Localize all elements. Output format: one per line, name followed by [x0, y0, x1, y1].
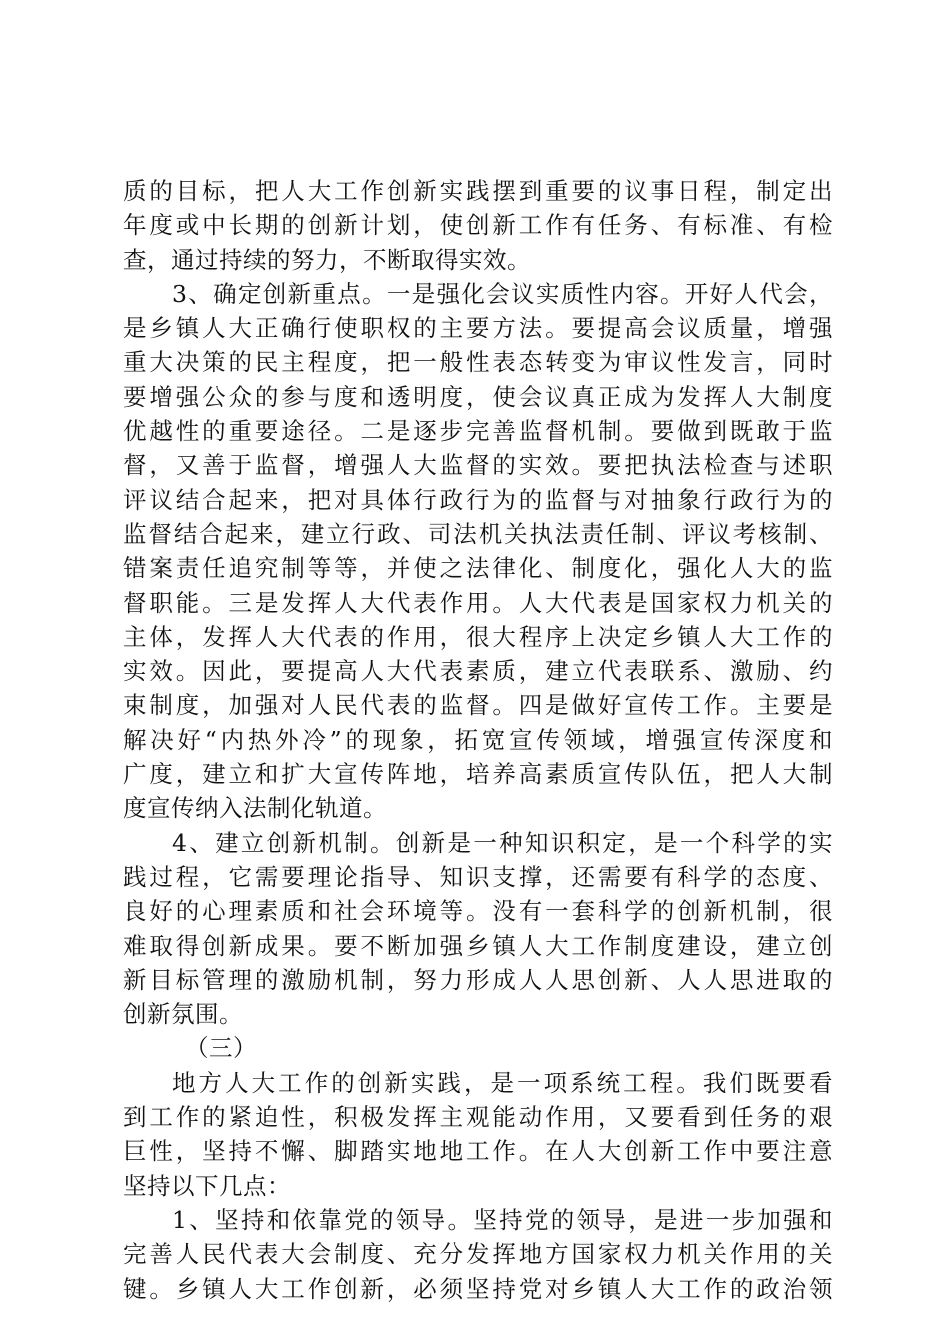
text-line: 到工作的紧迫性，积极发挥主观能动作用，又要看到任务的艰	[123, 1103, 833, 1132]
text-line: 束制度，加强对人民代表的监督。四是做好宣传工作。主要是	[123, 691, 833, 720]
text-line: 重大决策的民主程度，把一般性表态转变为审议性发言，同时	[123, 348, 833, 377]
section-heading: （三）	[185, 1034, 257, 1063]
text-line: 广度，建立和扩大宣传阵地，培养高素质宣传队伍，把人大制	[123, 760, 833, 789]
text-line: 坚持以下几点：	[123, 1171, 291, 1200]
document-body	[123, 174, 833, 1306]
text-line: 监督结合起来，建立行政、司法机关执法责任制、评议考核制、	[123, 519, 833, 548]
text-line: 主体，发挥人大代表的作用，很大程序上决定乡镇人大工作的	[123, 622, 833, 651]
text-line: 良好的心理素质和社会环境等。没有一套科学的创新机制，很	[123, 897, 833, 926]
text-line: 质的目标，把人大工作创新实践摆到重要的议事日程，制定出	[123, 177, 833, 205]
text-line: 是乡镇人大正确行使职权的主要方法。要提高会议质量，增强	[123, 314, 833, 343]
text-line: 完善人民代表大会制度、充分发挥地方国家权力机关作用的关	[123, 1240, 833, 1269]
text-line: 督职能。三是发挥人大代表作用。人大代表是国家权力机关的	[123, 588, 833, 617]
paragraph-start-line: 4、建立创新机制。创新是一种知识积定，是一个科学的实	[172, 828, 833, 857]
paragraph-start-line: 1、坚持和依靠党的领导。坚持党的领导，是进一步加强和	[172, 1205, 833, 1234]
text-line: 要增强公众的参与度和透明度，使会议真正成为发挥人大制度	[123, 382, 833, 411]
text-line: 难取得创新成果。要不断加强乡镇人大工作制度建设，建立创	[123, 931, 833, 960]
text-line: 实效。因此，要提高人大代表素质，建立代表联系、激励、约	[123, 657, 833, 686]
text-line: 度宣传纳入法制化轨道。	[123, 794, 387, 823]
text-line: 创新氛围。	[123, 1000, 243, 1029]
text-line: 新目标管理的激励机制，努力形成人人思创新、人人思进取的	[123, 965, 833, 994]
text-line: 键。乡镇人大工作创新，必须坚持党对乡镇人大工作的政治领	[123, 1274, 833, 1303]
text-line: 解决好“内热外冷”的现象，拓宽宣传领域，增强宣传深度和	[123, 725, 833, 754]
text-line: 评议结合起来，把对具体行政行为的监督与对抽象行政行为的	[123, 485, 833, 514]
paragraph-start-line: 地方人大工作的创新实践，是一项系统工程。我们既要看	[172, 1068, 833, 1097]
text-line: 督，又善于监督，增强人大监督的实效。要把执法检查与述职	[123, 451, 833, 480]
text-line: 查，通过持续的努力，不断取得实效。	[123, 245, 531, 274]
text-line: 践过程，它需要理论指导、知识支撑，还需要有科学的态度、	[123, 862, 833, 891]
paragraph-start-line: 3、确定创新重点。一是强化会议实质性内容。开好人代会，	[172, 279, 833, 308]
text-line: 优越性的重要途径。二是逐步完善监督机制。要做到既敢于监	[123, 417, 833, 446]
text-line: 年度或中长期的创新计划，使创新工作有任务、有标准、有检	[123, 211, 833, 240]
text-line: 巨性，坚持不懈、脚踏实地地工作。在人大创新工作中要注意	[123, 1137, 833, 1166]
text-line: 错案责任追究制等等，并使之法律化、制度化，强化人大的监	[123, 554, 833, 583]
